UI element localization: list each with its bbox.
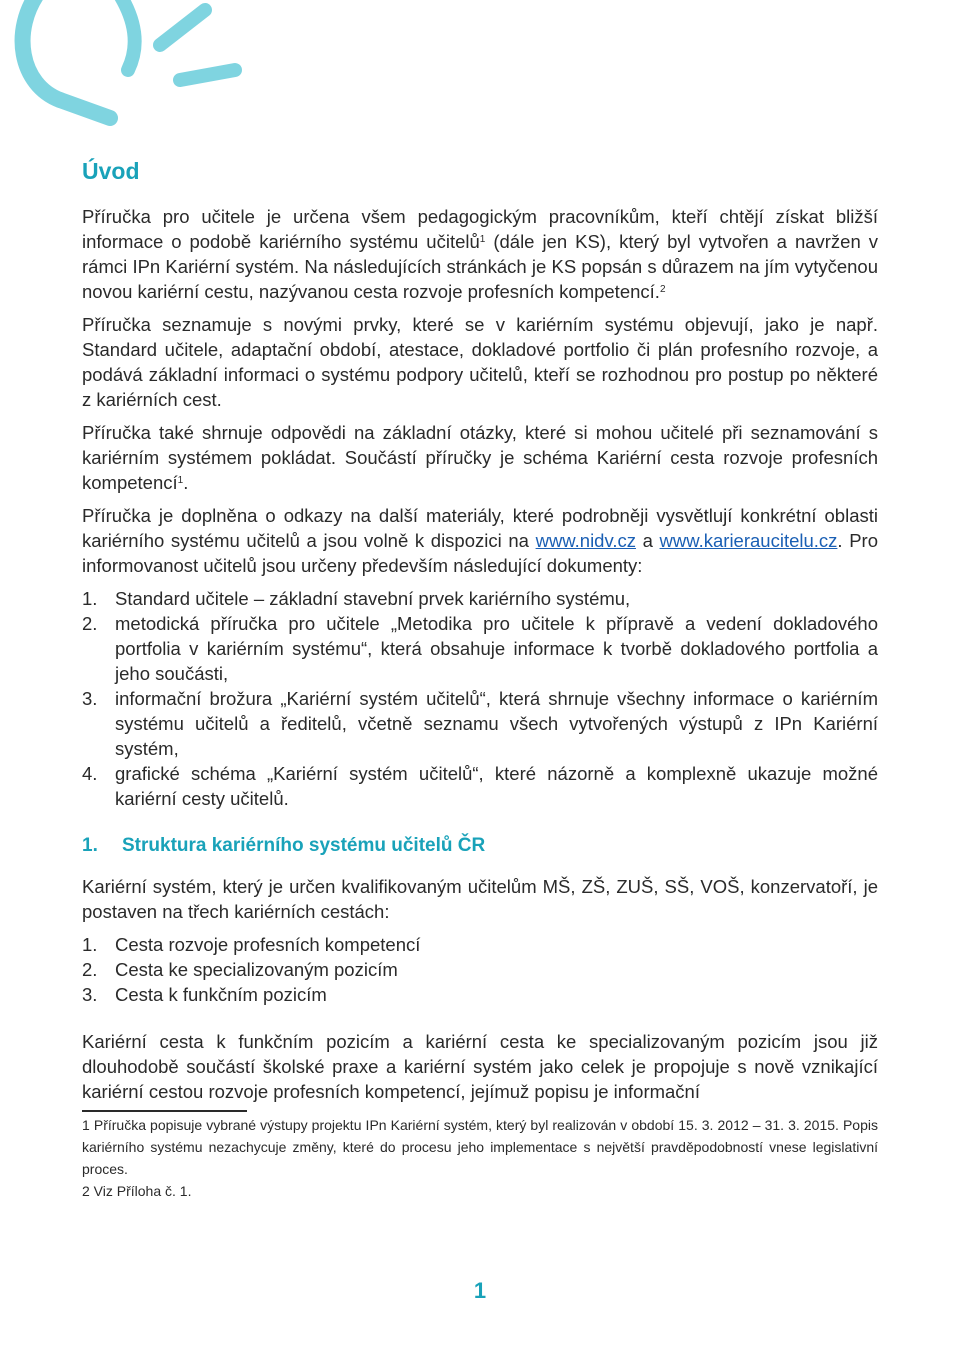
intro-section — [82, 204, 878, 578]
spacer — [82, 1015, 878, 1029]
list-number: 4. — [82, 763, 98, 784]
text-run: Příručka pro učitele je určena všem pedagogickým pracovníkům, kteří chtějí získat bližší informace o podobě kariérního systému učitelů — [82, 206, 878, 252]
text-run: Příručka také shrnuje odpovědi na základní otázky, které si mohou učitelé při seznamování s kariérním systémem pokládat. Součástí příručky je schéma Kariérní cesta rozvoje profesních kompetencí — [82, 422, 878, 493]
section-closing-paragraph: Kariérní cesta k funkčním pozicím a kariérní cesta ke specializovaným pozicím jsou již dlouhodobě součástí školské praxe a kariérní systém jako celek je propojuje s nově vznikající kariérní cestou rozvoje profesních kompetencí, jejímuž popisu je informační — [82, 1031, 878, 1102]
list-text: metodická příručka pro učitele „Metodika pro učitele k přípravě a vedení dokladového portfolia v kariérním systému“, která obsahuje informace k tvorbě dokladového portfolia a jeho součásti, — [115, 613, 878, 684]
list-text: Cesta rozvoje profesních kompetencí — [115, 934, 421, 955]
web-link[interactable]: www.nidv.cz — [535, 530, 636, 551]
text-run: (dále jen KS), který byl vytvořen a navržen v rámci IPn Kariérní systém. Na následujících stránkách je KS popsán s důrazem na jím vytyčenou novou kariérní cestu, nazývanou cesta rozvoje profesních kompetencí. — [82, 231, 878, 302]
list-number: 3. — [82, 688, 98, 709]
list-number: 1. — [82, 588, 98, 609]
footnote-rule — [82, 1110, 247, 1112]
document-list-item — [82, 611, 878, 686]
section-intro-paragraph: Kariérní systém, který je určen kvalifikovaným učitelům MŠ, ZŠ, ZUŠ, SŠ, VOŠ, konzervatoří, je postaven na třech kariérních cestách: — [82, 876, 878, 922]
list-text: Cesta ke specializovaným pozicím — [115, 959, 398, 980]
decorative-arc-logo — [0, 0, 260, 140]
text-run: Příručka je doplněna o odkazy na další materiály, které podrobněji vysvětlují konkrétní oblasti kariérního systému učitelů a jsou volně k dispozici na — [82, 505, 878, 551]
page-title: Úvod — [82, 158, 140, 184]
list-number: 2. — [82, 613, 98, 634]
list-text: informační brožura „Kariérní systém učitelů“, která shrnuje všechny informace o kariérním systému učitelů a ředitelů, včetně seznamu všech vytvořených výstupů z IPn Kariérní systém, — [115, 688, 878, 759]
document-list-item — [82, 586, 878, 611]
text-run: . Pro informovanost učitelů jsou určeny především následující dokumenty: — [82, 530, 878, 576]
page-number: 1 — [473, 1278, 487, 1303]
document-list — [82, 586, 878, 811]
footnote-reference: 2 — [659, 284, 666, 295]
list-text: Standard učitele – základní stavební prvek kariérního systému, — [115, 588, 631, 609]
list-number: 2. — [82, 959, 98, 980]
text-run: Příručka seznamuje s novými prvky, které se v kariérním systému objevují, jako je např. Standard učitele, adaptační období, atestace, dokladové portfolio či plán profesního rozvoje, a podává základní informaci o systému podpory učitelů, kteří se rozhodnou pro postup po některé z kariérních cest. — [82, 314, 878, 410]
footnotes — [82, 1110, 878, 1202]
intro-paragraph — [82, 204, 878, 304]
page-content — [82, 156, 878, 1112]
footnote-1: 1 Příručka popisuje vybrané výstupy projektu IPn Kariérní systém, který byl realizován v období 15. 3. 2012 – 31. 3. 2015. Popis kariérního systému nezachycuje změny, které do procesu jeho implementace s největší pravděpodobností vnese legislativní proces. — [82, 1117, 878, 1177]
intro-paragraph — [82, 503, 878, 578]
career-path-item — [82, 932, 878, 957]
career-path-list — [82, 932, 878, 1007]
intro-paragraph — [82, 420, 878, 495]
list-number: 1. — [82, 934, 98, 955]
career-path-item — [82, 982, 878, 1007]
footnote-2: 2 Viz Příloha č. 1. — [82, 1183, 192, 1199]
section-number: 1. — [82, 835, 98, 856]
list-text: Cesta k funkčním pozicím — [115, 984, 327, 1005]
list-number: 3. — [82, 984, 98, 1005]
web-link[interactable]: www.karieraucitelu.cz — [659, 530, 838, 551]
text-run: . — [183, 472, 189, 493]
spacer — [82, 819, 878, 833]
text-run: a — [635, 530, 660, 551]
document-list-item — [82, 761, 878, 811]
section-title: Struktura kariérního systému učitelů ČR — [122, 835, 486, 856]
intro-paragraph — [82, 312, 878, 412]
footnote-reference: 1 — [479, 234, 486, 245]
list-text: grafické schéma „Kariérní systém učitelů“, které názorně a komplexně ukazuje možné kariérní cesty učitelů. — [115, 763, 878, 809]
career-path-item — [82, 957, 878, 982]
document-list-item — [82, 686, 878, 761]
footnote-reference: 1 — [177, 475, 184, 486]
section-heading — [82, 833, 878, 858]
